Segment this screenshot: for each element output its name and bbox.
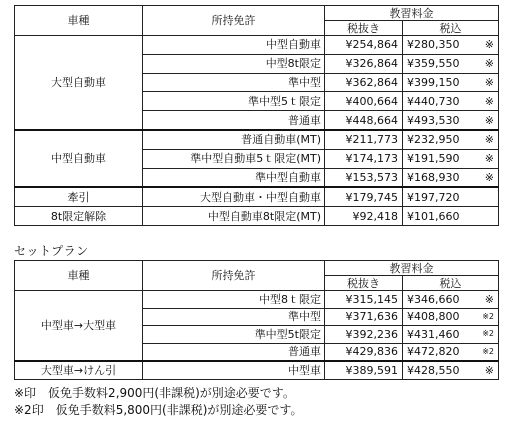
tax-included-price: ¥359,550 xyxy=(403,54,471,73)
license-cell: 普通車 xyxy=(143,111,325,130)
vehicle-type-cell: 牽引 xyxy=(15,187,143,206)
pre-tax-price: ¥254,864 xyxy=(325,36,403,55)
tax-included-price: ¥408,800 xyxy=(403,308,471,326)
tax-included-price: ¥168,930 xyxy=(403,168,471,187)
header-license-held: 所持免許 xyxy=(143,261,325,291)
tax-included-price: ¥440,730 xyxy=(403,92,471,111)
license-cell: 普通自動車(MT) xyxy=(143,130,325,149)
note-1: ※印 仮免手数料2,900円(非課税)が別途必要です。 xyxy=(14,386,295,400)
license-cell: 準中型5t限定 xyxy=(143,326,325,344)
notes xyxy=(14,385,302,419)
note-mark: ※ xyxy=(471,149,499,168)
header-tax-included: 税込 xyxy=(403,276,499,291)
license-cell: 中型自動車8t限定(MT) xyxy=(143,207,325,226)
note-mark: ※ xyxy=(471,54,499,73)
header-vehicle-type: 車種 xyxy=(15,6,143,36)
header-license-held: 所持免許 xyxy=(143,6,325,36)
tax-included-price: ¥472,820 xyxy=(403,343,471,361)
tax-included-price: ¥197,720 xyxy=(403,187,471,206)
tax-included-price: ¥428,550 xyxy=(403,361,471,379)
tax-included-price: ¥431,460 xyxy=(403,326,471,344)
license-cell: 準中型 xyxy=(143,308,325,326)
tax-included-price: ¥191,590 xyxy=(403,149,471,168)
note-mark: ※ xyxy=(471,361,499,379)
pre-tax-price: ¥153,573 xyxy=(325,168,403,187)
table-row xyxy=(15,187,499,206)
vehicle-type-cell: 8t限定解除 xyxy=(15,207,143,226)
tax-included-price: ¥232,950 xyxy=(403,130,471,149)
vehicle-type-cell: 大型自動車 xyxy=(15,36,143,130)
pre-tax-price: ¥326,864 xyxy=(325,54,403,73)
header-tuition-fee: 教習料金 xyxy=(325,261,499,276)
pre-tax-price: ¥371,636 xyxy=(325,308,403,326)
note-mark: ※2 xyxy=(471,326,499,344)
note-mark: ※2 xyxy=(471,308,499,326)
table-row xyxy=(15,361,499,379)
table-row xyxy=(15,207,499,226)
license-cell: 中型車 xyxy=(143,361,325,379)
license-cell: 準中型自動車 xyxy=(143,168,325,187)
pre-tax-price: ¥315,145 xyxy=(325,291,403,309)
pre-tax-price: ¥362,864 xyxy=(325,73,403,92)
pre-tax-price: ¥429,836 xyxy=(325,343,403,361)
pre-tax-price: ¥400,664 xyxy=(325,92,403,111)
vehicle-type-cell: 中型車→大型車 xyxy=(15,291,143,362)
note-mark: ※ xyxy=(471,168,499,187)
note-mark: ※ xyxy=(471,36,499,55)
note-mark: ※ xyxy=(471,130,499,149)
set-plan-table xyxy=(14,260,499,380)
license-cell: 中型自動車 xyxy=(143,36,325,55)
header-row xyxy=(15,261,499,276)
table-row xyxy=(15,36,499,55)
license-cell: 準中型 xyxy=(143,73,325,92)
header-pre-tax: 税抜き xyxy=(325,21,403,36)
license-cell: 準中型5ｔ限定 xyxy=(143,92,325,111)
header-pre-tax: 税抜き xyxy=(325,276,403,291)
note-mark: ※ xyxy=(471,291,499,309)
license-cell: 中型8ｔ限定 xyxy=(143,291,325,309)
fee-table xyxy=(14,5,499,226)
header-tax-included: 税込 xyxy=(403,21,499,36)
tax-included-price: ¥101,660 xyxy=(403,207,471,226)
pre-tax-price: ¥389,591 xyxy=(325,361,403,379)
pre-tax-price: ¥448,664 xyxy=(325,111,403,130)
vehicle-type-cell: 中型自動車 xyxy=(15,130,143,187)
pre-tax-price: ¥211,773 xyxy=(325,130,403,149)
pre-tax-price: ¥92,418 xyxy=(325,207,403,226)
note-mark xyxy=(471,207,499,226)
pre-tax-price: ¥174,173 xyxy=(325,149,403,168)
license-cell: 準中型自動車5ｔ限定(MT) xyxy=(143,149,325,168)
vehicle-type-cell: 大型車→けん引 xyxy=(15,361,143,379)
note-mark: ※ xyxy=(471,111,499,130)
license-cell: 普通車 xyxy=(143,343,325,361)
table-row xyxy=(15,291,499,309)
pre-tax-price: ¥392,236 xyxy=(325,326,403,344)
set-plan-title: セットプラン xyxy=(14,244,89,258)
note-mark: ※ xyxy=(471,73,499,92)
pre-tax-price: ¥179,745 xyxy=(325,187,403,206)
license-cell: 大型自動車・中型自動車 xyxy=(143,187,325,206)
note-mark xyxy=(471,187,499,206)
header-row xyxy=(15,6,499,21)
tax-included-price: ¥346,660 xyxy=(403,291,471,309)
tax-included-price: ¥280,350 xyxy=(403,36,471,55)
note-mark: ※2 xyxy=(471,343,499,361)
tax-included-price: ¥399,150 xyxy=(403,73,471,92)
tax-included-price: ¥493,530 xyxy=(403,111,471,130)
header-tuition-fee: 教習料金 xyxy=(325,6,499,21)
note-2: ※2印 仮免手数料5,800円(非課税)が別途必要です。 xyxy=(14,403,303,417)
header-vehicle-type: 車種 xyxy=(15,261,143,291)
table-row xyxy=(15,130,499,149)
license-cell: 中型8t限定 xyxy=(143,54,325,73)
note-mark: ※ xyxy=(471,92,499,111)
